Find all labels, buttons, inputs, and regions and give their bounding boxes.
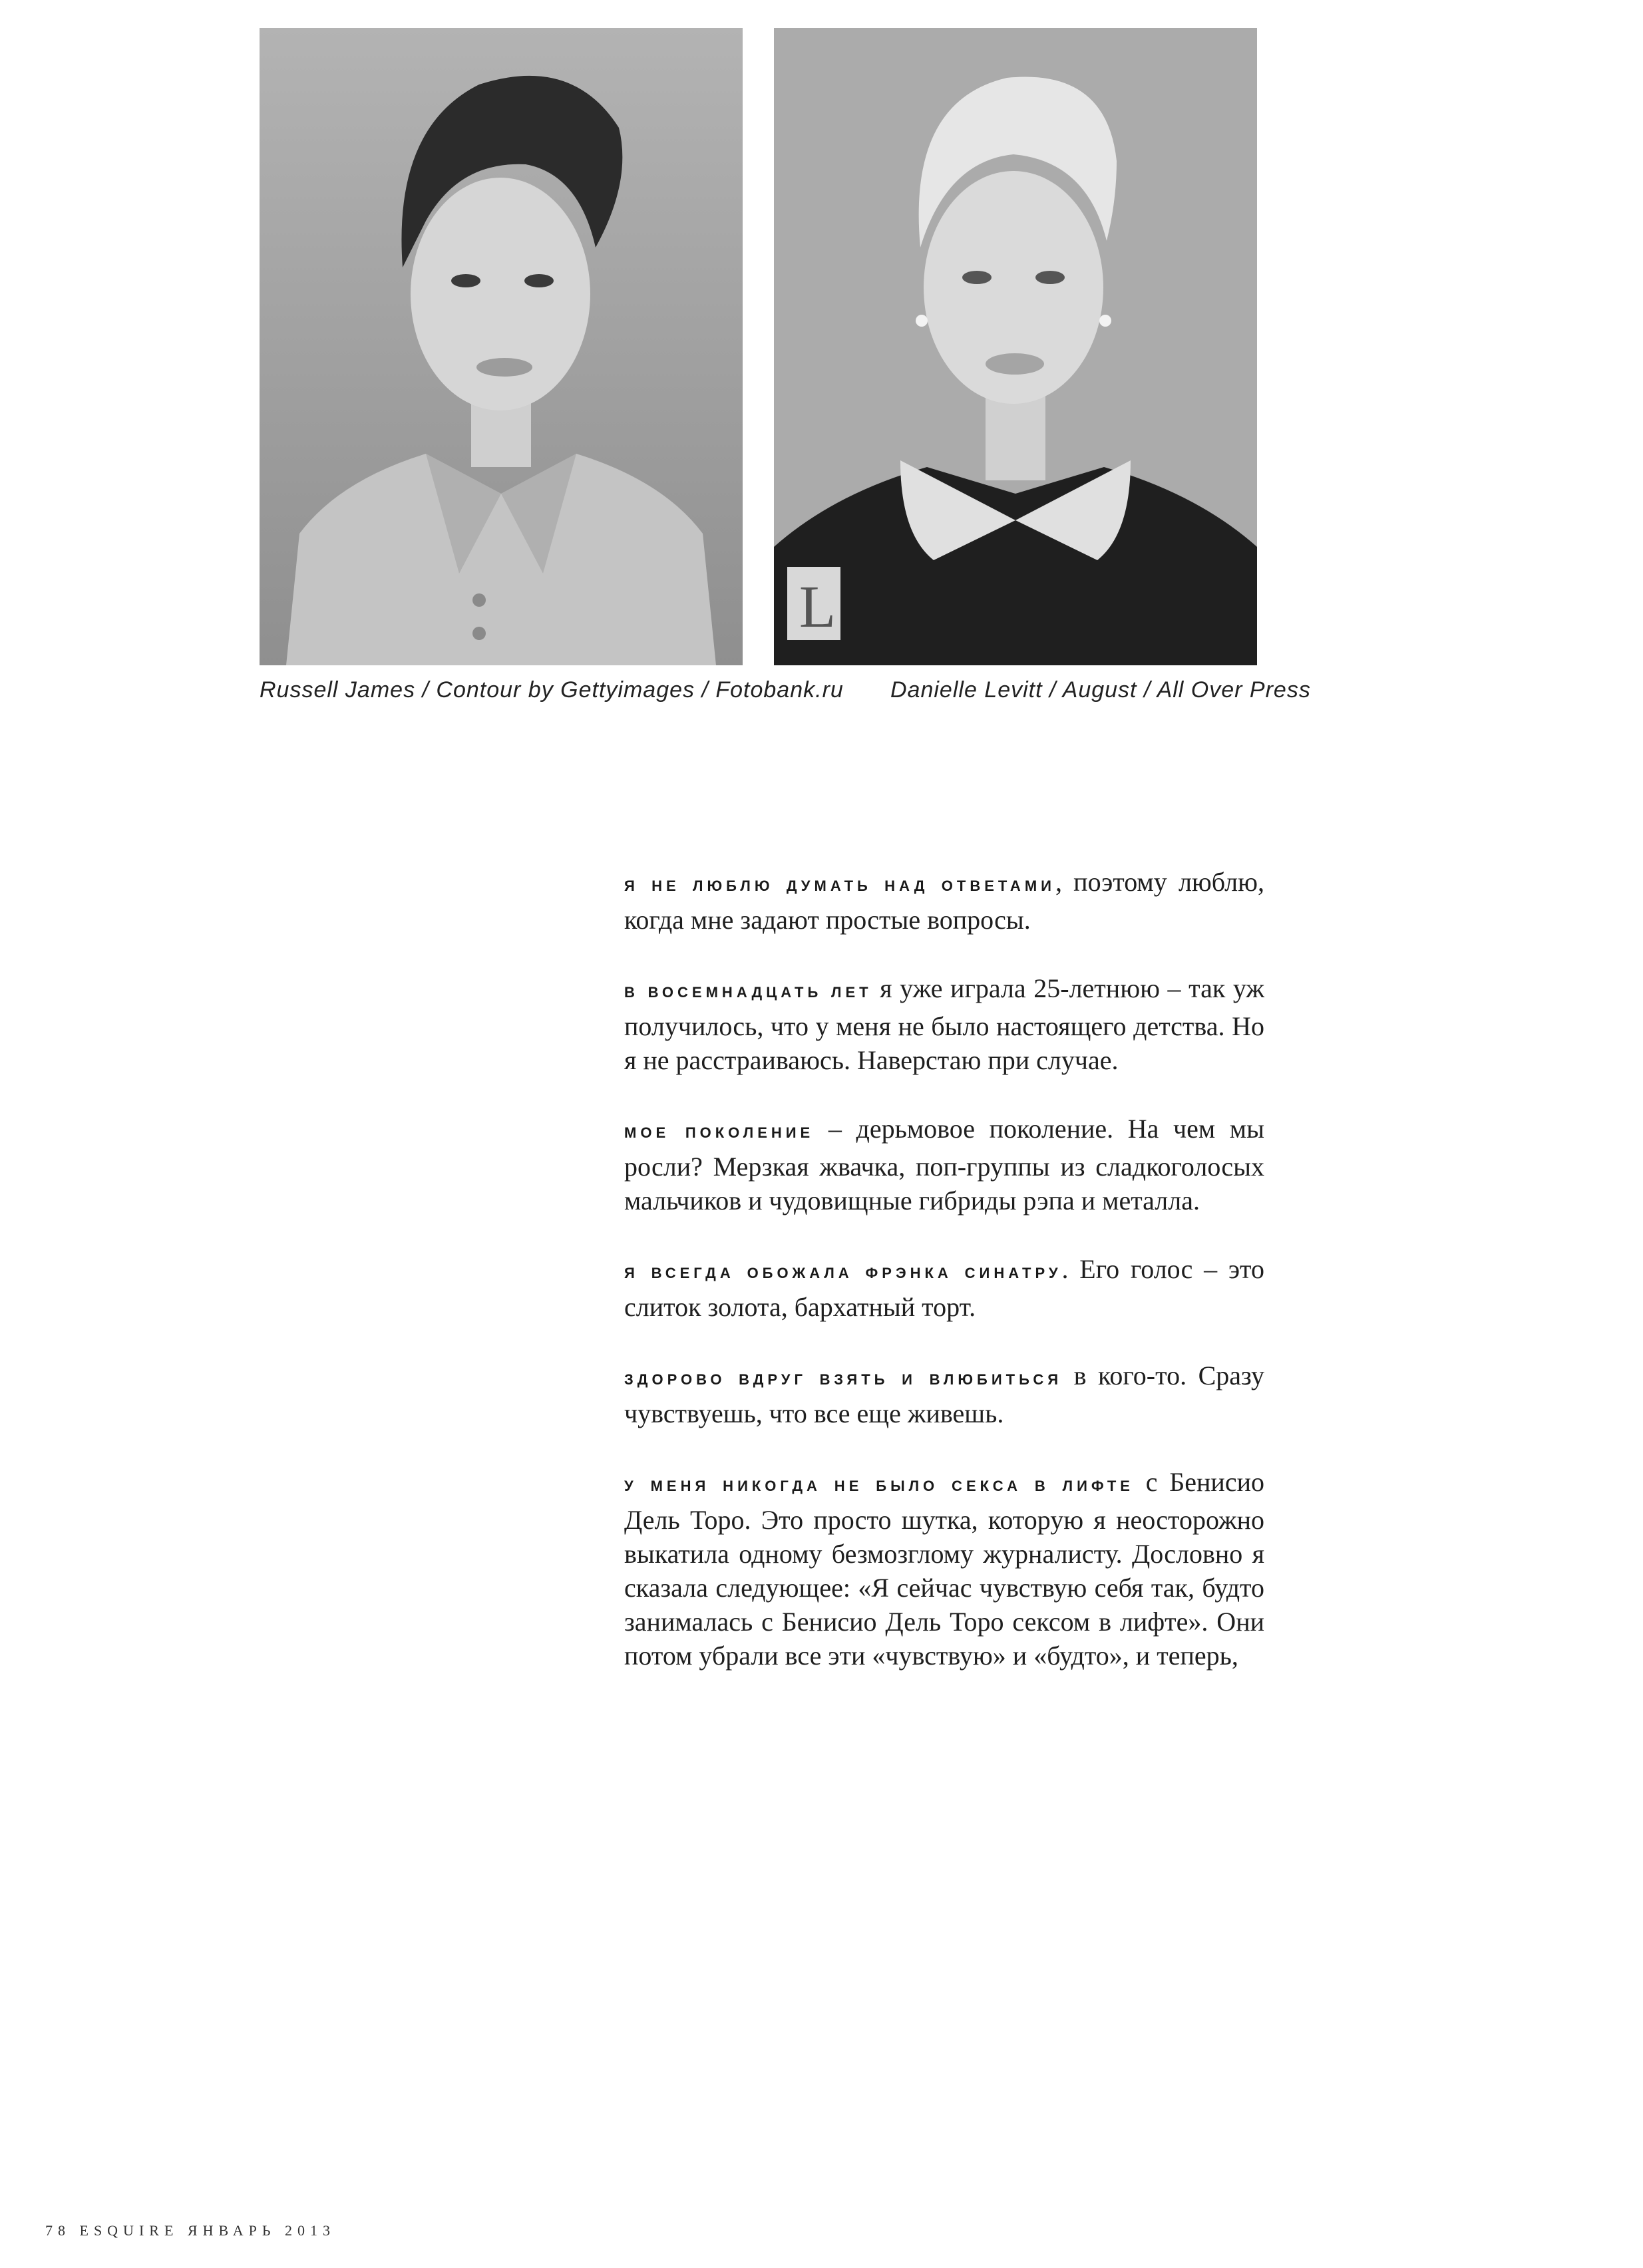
svg-text:L: L	[799, 574, 836, 640]
magazine-name: ESQUIRE	[79, 2222, 179, 2239]
paragraph-lead: В ВОСЕМНАДЦАТЬ ЛЕТ	[624, 984, 872, 1001]
page-footer	[45, 2222, 335, 2239]
paragraph-text: Его голос – это слиток золота, бархатный торт.	[624, 1254, 1264, 1322]
article-paragraph	[624, 1112, 1264, 1217]
issue-date: ЯНВАРЬ 2013	[187, 2222, 335, 2239]
paragraph-lead-sep: ,	[1055, 867, 1062, 897]
article-body	[624, 865, 1264, 1707]
portrait-photo-right	[774, 28, 1257, 665]
article-paragraph	[624, 865, 1264, 937]
article-paragraph	[624, 1465, 1264, 1673]
portrait-image-left	[260, 28, 743, 665]
paragraph-text: в кого-то. Сразу чувствуешь, что все еще живешь.	[624, 1361, 1264, 1428]
portrait-image-right	[774, 28, 1257, 665]
paragraph-lead: ЗДОРОВО ВДРУГ ВЗЯТЬ И ВЛЮБИТЬСЯ	[624, 1371, 1063, 1388]
page-number: 78	[45, 2222, 71, 2239]
article-paragraph	[624, 1359, 1264, 1430]
article-paragraph	[624, 1252, 1264, 1324]
paragraph-lead-sep: .	[1061, 1254, 1069, 1284]
photo-credit-left: Russell James / Contour by Gettyimages / Fotobank.ru	[260, 677, 844, 703]
paragraph-lead: Я ВСЕГДА ОБОЖАЛА ФРЭНКА СИНАТРУ	[624, 1265, 1062, 1281]
paragraph-text: поэтому люблю, когда мне задают простые вопросы.	[624, 867, 1265, 935]
portrait-photo-left	[260, 28, 743, 665]
paragraph-lead: У МЕНЯ НИКОГДА НЕ БЫЛО СЕКСА В ЛИФТЕ	[624, 1478, 1134, 1494]
article-paragraph	[624, 971, 1264, 1077]
paragraph-lead: Я НЕ ЛЮБЛЮ ДУМАТЬ НАД ОТВЕТАМИ	[624, 878, 1055, 894]
paragraph-lead: МОЕ ПОКОЛЕНИЕ	[624, 1124, 815, 1141]
paragraph-text: я уже играла 25-летнюю – так уж получилось, что у меня не было настоящего детства. Но я не расстраиваюсь. Наверстаю при случае.	[624, 973, 1264, 1075]
photo-credit-right: Danielle Levitt / August / All Over Press	[890, 677, 1311, 703]
paragraph-text: с Бенисио Дель Торо. Это просто шутка, которую я неосторожно выкатила одному безмозглому журналисту. Дословно я сказала следующее: «Я сейчас чувствую себя так, будто занималась с Бенисио Дель Торо сексом в лифте». Они потом убрали все эти «чувствую» и «будто», и теперь,	[624, 1467, 1264, 1671]
paragraph-text: дерьмовое поколение. На чем мы росли? Мерзкая жвачка, поп-группы из сладкоголосых мальчиков и чудовищные гибриды рэпа и металла.	[624, 1114, 1264, 1215]
paragraph-lead-sep: –	[814, 1114, 842, 1144]
